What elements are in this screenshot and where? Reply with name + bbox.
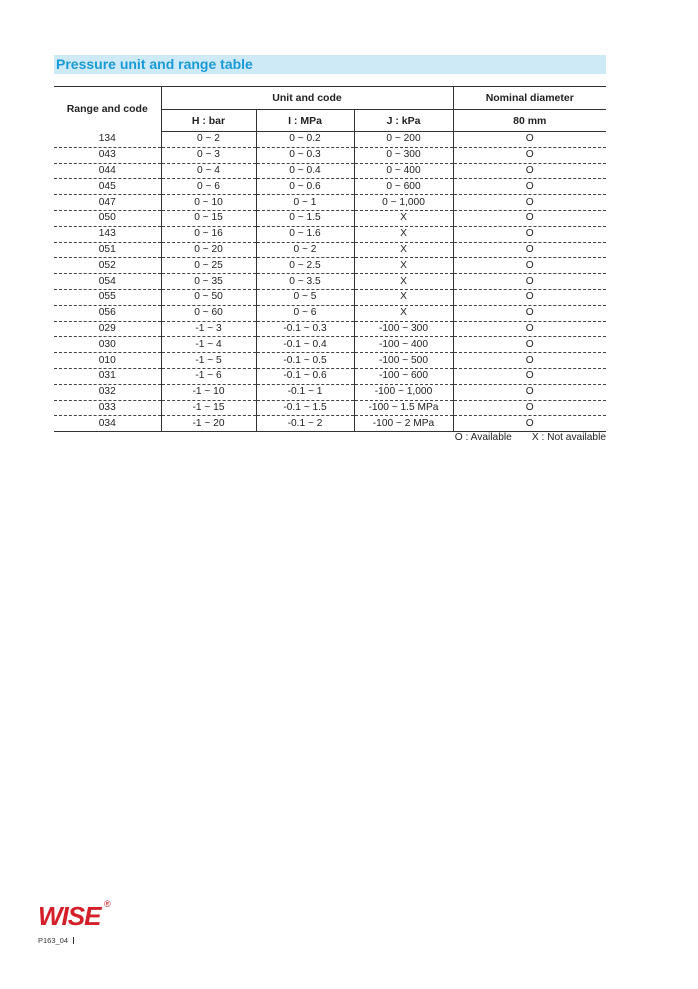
table-row <box>54 400 606 416</box>
cell-kpa: -100 ~ 300 <box>354 321 453 337</box>
table-body <box>54 132 606 432</box>
legend-not-available: X : Not available <box>531 432 606 443</box>
header-h-bar: H : bar <box>161 110 256 132</box>
table-row <box>54 353 606 369</box>
cell-kpa: -100 ~ 1.5 MPa <box>354 400 453 416</box>
cell-mpa: -0.1 ~ 0.5 <box>256 353 354 369</box>
pressure-range-table <box>54 86 606 432</box>
cell-kpa: -100 ~ 400 <box>354 337 453 353</box>
cell-80mm: O <box>453 305 606 321</box>
section-title: Pressure unit and range table <box>56 56 253 72</box>
cell-kpa: X <box>354 305 453 321</box>
cell-mpa: -0.1 ~ 0.3 <box>256 321 354 337</box>
cell-mpa: 0 ~ 0.2 <box>256 132 354 148</box>
row-code: 010 <box>54 353 161 369</box>
cell-mpa: 0 ~ 3.5 <box>256 274 354 290</box>
table-row <box>54 210 606 226</box>
cell-80mm: O <box>453 242 606 258</box>
row-code: 143 <box>54 226 161 242</box>
cell-80mm: O <box>453 195 606 211</box>
cell-bar: 0 ~ 25 <box>161 258 256 274</box>
cell-bar: -1 ~ 6 <box>161 368 256 384</box>
cell-mpa: -0.1 ~ 2 <box>256 416 354 432</box>
header-80mm: 80 mm <box>453 110 606 132</box>
cell-bar: -1 ~ 4 <box>161 337 256 353</box>
cell-mpa: -0.1 ~ 0.6 <box>256 368 354 384</box>
cell-80mm: O <box>453 179 606 195</box>
cell-mpa: 0 ~ 1 <box>256 195 354 211</box>
page-code-text: P163_04 <box>38 936 69 945</box>
header-nominal-diameter: Nominal diameter <box>453 87 606 110</box>
cell-kpa: 0 ~ 200 <box>354 132 453 148</box>
wise-logo <box>38 899 111 931</box>
cell-kpa: X <box>354 289 453 305</box>
cell-bar: 0 ~ 15 <box>161 210 256 226</box>
header-unit-and-code: Unit and code <box>161 87 453 110</box>
cell-kpa: X <box>354 210 453 226</box>
row-code: 029 <box>54 321 161 337</box>
cell-80mm: O <box>453 258 606 274</box>
cell-mpa: 0 ~ 1.5 <box>256 210 354 226</box>
cell-kpa: X <box>354 274 453 290</box>
cell-bar: 0 ~ 50 <box>161 289 256 305</box>
table-row <box>54 416 606 432</box>
row-code: 055 <box>54 289 161 305</box>
cell-bar: 0 ~ 16 <box>161 226 256 242</box>
cell-mpa: -0.1 ~ 1.5 <box>256 400 354 416</box>
cell-kpa: 0 ~ 1,000 <box>354 195 453 211</box>
cell-80mm: O <box>453 210 606 226</box>
row-code: 056 <box>54 305 161 321</box>
cell-kpa: X <box>354 242 453 258</box>
cell-80mm: O <box>453 226 606 242</box>
row-code: 033 <box>54 400 161 416</box>
cell-bar: 0 ~ 6 <box>161 179 256 195</box>
cell-mpa: -0.1 ~ 1 <box>256 384 354 400</box>
cell-80mm: O <box>453 274 606 290</box>
wise-logo-text: WISE <box>38 901 101 931</box>
page-code <box>38 936 74 945</box>
row-code: 031 <box>54 368 161 384</box>
cell-80mm: O <box>453 289 606 305</box>
row-code: 034 <box>54 416 161 432</box>
cell-80mm: O <box>453 132 606 148</box>
cell-bar: -1 ~ 20 <box>161 416 256 432</box>
cell-bar: 0 ~ 20 <box>161 242 256 258</box>
cell-mpa: 0 ~ 2 <box>256 242 354 258</box>
row-code: 051 <box>54 242 161 258</box>
cell-bar: -1 ~ 3 <box>161 321 256 337</box>
cell-80mm: O <box>453 147 606 163</box>
table-row <box>54 337 606 353</box>
cell-80mm: O <box>453 353 606 369</box>
legend-available: O : Available <box>454 432 512 443</box>
cell-bar: 0 ~ 2 <box>161 132 256 148</box>
legend <box>455 432 606 443</box>
table-row <box>54 321 606 337</box>
cell-80mm: O <box>453 321 606 337</box>
cell-kpa: X <box>354 226 453 242</box>
cell-mpa: -0.1 ~ 0.4 <box>256 337 354 353</box>
table-row <box>54 226 606 242</box>
table-row <box>54 163 606 179</box>
cell-mpa: 0 ~ 0.6 <box>256 179 354 195</box>
table-row <box>54 305 606 321</box>
header-range-and-code: Range and code <box>66 103 148 116</box>
cell-kpa: 0 ~ 300 <box>354 147 453 163</box>
cell-bar: 0 ~ 4 <box>161 163 256 179</box>
cell-80mm: O <box>453 384 606 400</box>
cell-80mm: O <box>453 400 606 416</box>
registered-mark: ® <box>104 899 111 909</box>
cell-bar: 0 ~ 35 <box>161 274 256 290</box>
row-code: 032 <box>54 384 161 400</box>
row-code: 052 <box>54 258 161 274</box>
row-code: 045 <box>54 179 161 195</box>
row-code: 047 <box>54 195 161 211</box>
row-code: 134 <box>54 132 161 148</box>
table-row <box>54 384 606 400</box>
cell-bar: 0 ~ 60 <box>161 305 256 321</box>
cell-bar: 0 ~ 3 <box>161 147 256 163</box>
cell-kpa: X <box>354 258 453 274</box>
cell-kpa: -100 ~ 500 <box>354 353 453 369</box>
table-row <box>54 289 606 305</box>
cell-mpa: 0 ~ 2.5 <box>256 258 354 274</box>
cell-mpa: 0 ~ 0.3 <box>256 147 354 163</box>
table-row <box>54 242 606 258</box>
table-row <box>54 195 606 211</box>
cell-bar: 0 ~ 10 <box>161 195 256 211</box>
cell-80mm: O <box>453 163 606 179</box>
row-code: 043 <box>54 147 161 163</box>
cell-bar: -1 ~ 10 <box>161 384 256 400</box>
cell-kpa: -100 ~ 2 MPa <box>354 416 453 432</box>
cell-80mm: O <box>453 337 606 353</box>
cell-bar: -1 ~ 5 <box>161 353 256 369</box>
header-j-kpa: J : kPa <box>354 110 453 132</box>
header-i-mpa: I : MPa <box>256 110 354 132</box>
cell-kpa: 0 ~ 400 <box>354 163 453 179</box>
cell-mpa: 0 ~ 1.6 <box>256 226 354 242</box>
row-code: 030 <box>54 337 161 353</box>
row-code: 044 <box>54 163 161 179</box>
row-code: 050 <box>54 210 161 226</box>
cell-80mm: O <box>453 368 606 384</box>
cell-mpa: 0 ~ 0.4 <box>256 163 354 179</box>
table-row <box>54 274 606 290</box>
table-row <box>54 368 606 384</box>
row-code: 054 <box>54 274 161 290</box>
cell-80mm: O <box>453 416 606 432</box>
page-code-divider <box>73 937 74 944</box>
table-row <box>54 132 606 148</box>
cell-mpa: 0 ~ 5 <box>256 289 354 305</box>
cell-mpa: 0 ~ 6 <box>256 305 354 321</box>
table-row <box>54 147 606 163</box>
cell-kpa: 0 ~ 600 <box>354 179 453 195</box>
cell-bar: -1 ~ 15 <box>161 400 256 416</box>
section-title-bar <box>54 55 606 74</box>
table-row <box>54 179 606 195</box>
cell-kpa: -100 ~ 1,000 <box>354 384 453 400</box>
cell-kpa: -100 ~ 600 <box>354 368 453 384</box>
table-row <box>54 258 606 274</box>
